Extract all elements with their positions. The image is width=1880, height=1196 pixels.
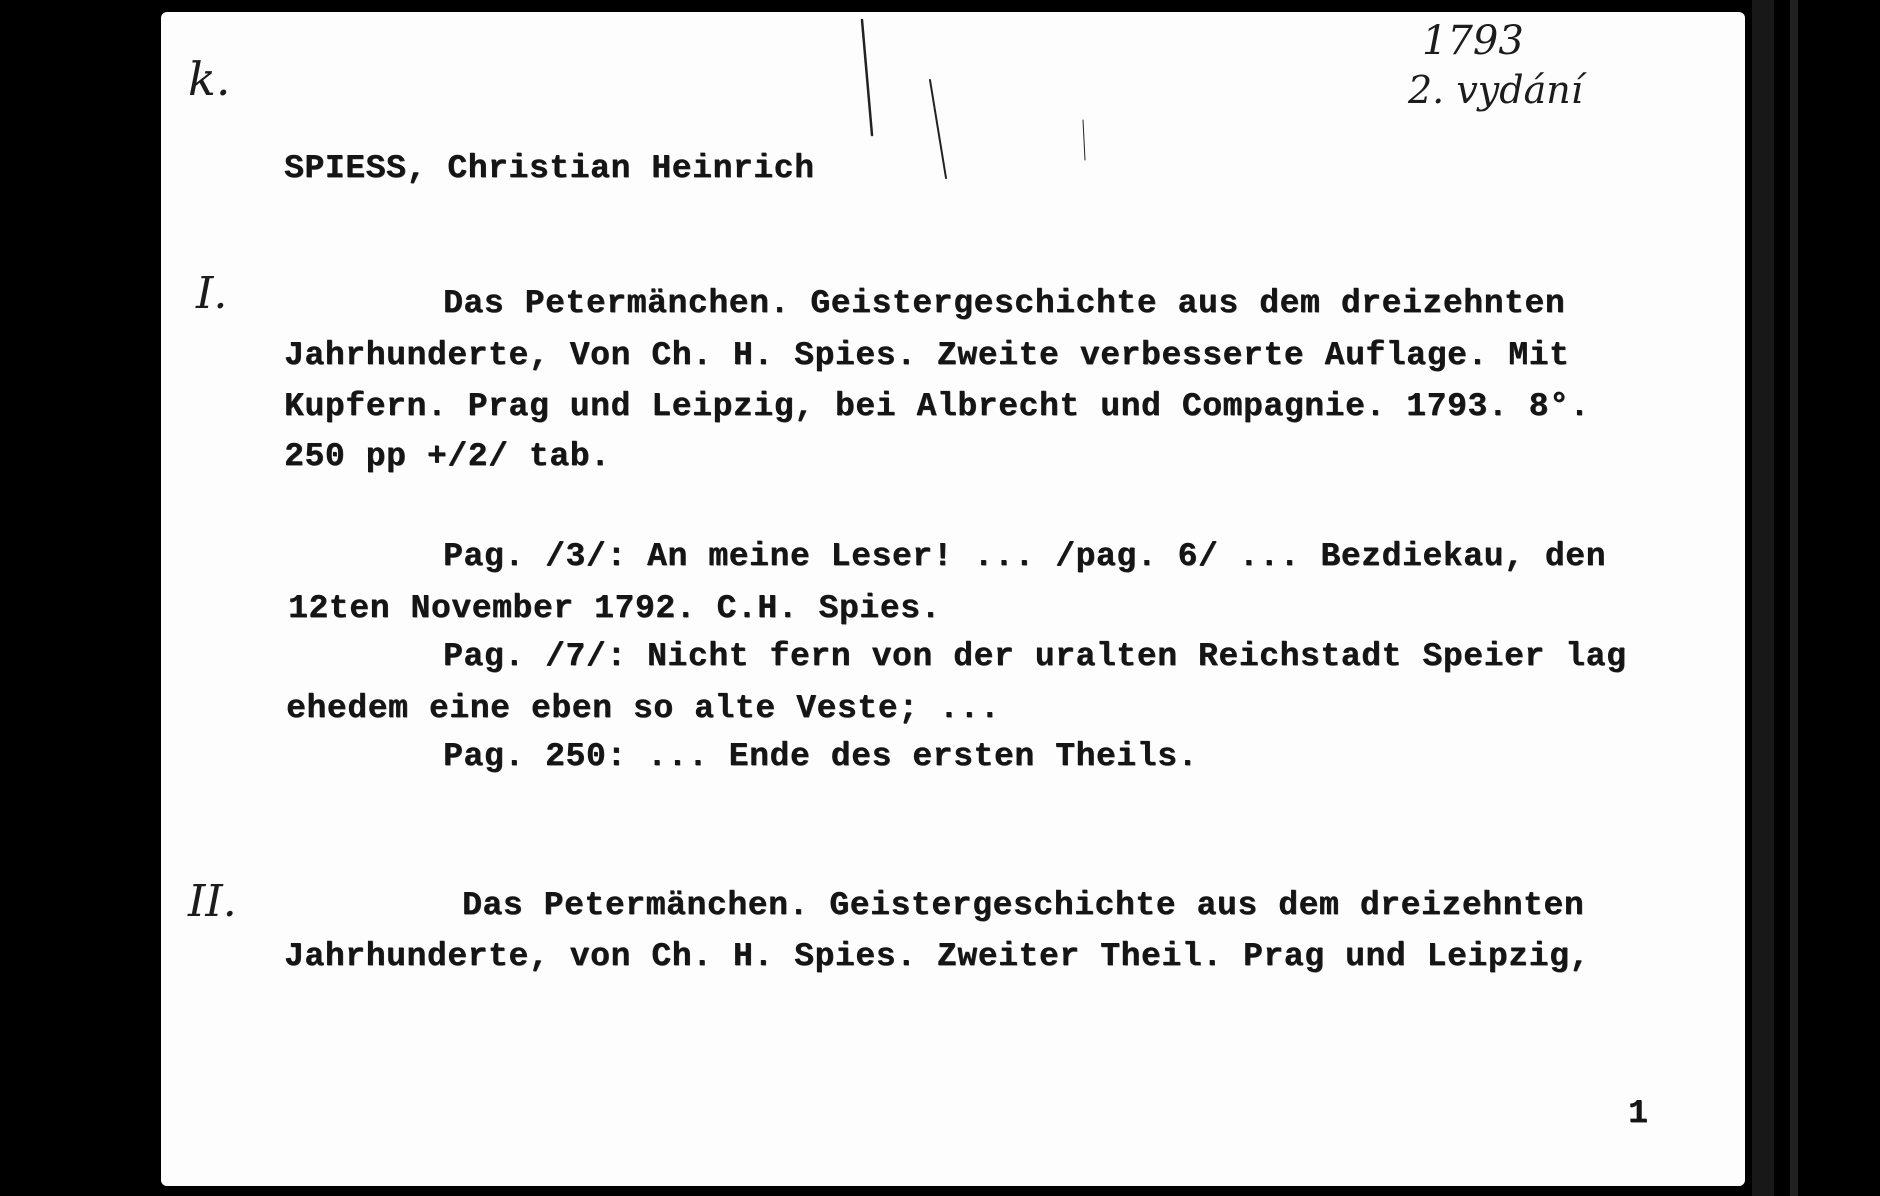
note-line-5: Pag. 250: ... Ende des ersten Theils. (443, 738, 1198, 775)
volume-1-line-2: Jahrhunderte, Von Ch. H. Spies. Zweite verbesserte Auflage. Mit (284, 337, 1570, 374)
author-heading: SPIESS, Christian Heinrich (284, 150, 815, 187)
card-page-number: 1 (1628, 1095, 1649, 1132)
note-line-1: Pag. /3/: An meine Leser! ... /pag. 6/ ... Bezdiekau, den (443, 538, 1606, 575)
handwritten-year: 1793 (1422, 18, 1524, 64)
volume-2-marker: II. (188, 876, 237, 927)
volume-1-line-4: 250 pp +/2/ tab. (284, 438, 611, 475)
volume-2-line-1: Das Petermänchen. Geistergeschichte aus dem dreizehnten (462, 887, 1585, 924)
note-line-2: 12ten November 1792. C.H. Spies. (288, 590, 941, 627)
handwritten-edition-note: 2. vydání (1408, 68, 1583, 112)
volume-1-line-3: Kupfern. Prag und Leipzig, bei Albrecht und Compagnie. 1793. 8°. (284, 388, 1590, 425)
volume-1-line-1: Das Petermänchen. Geistergeschichte aus dem dreizehnten (443, 285, 1566, 322)
note-line-4: ehedem eine eben so alte Veste; ... (286, 690, 1001, 727)
volume-1-marker: I. (196, 268, 228, 319)
corner-handwritten-mark: k. (188, 52, 231, 106)
note-line-3: Pag. /7/: Nicht fern von der uralten Reichstadt Speier lag (443, 638, 1627, 675)
volume-2-line-2: Jahrhunderte, von Ch. H. Spies. Zweiter Theil. Prag und Leipzig, (284, 938, 1590, 975)
